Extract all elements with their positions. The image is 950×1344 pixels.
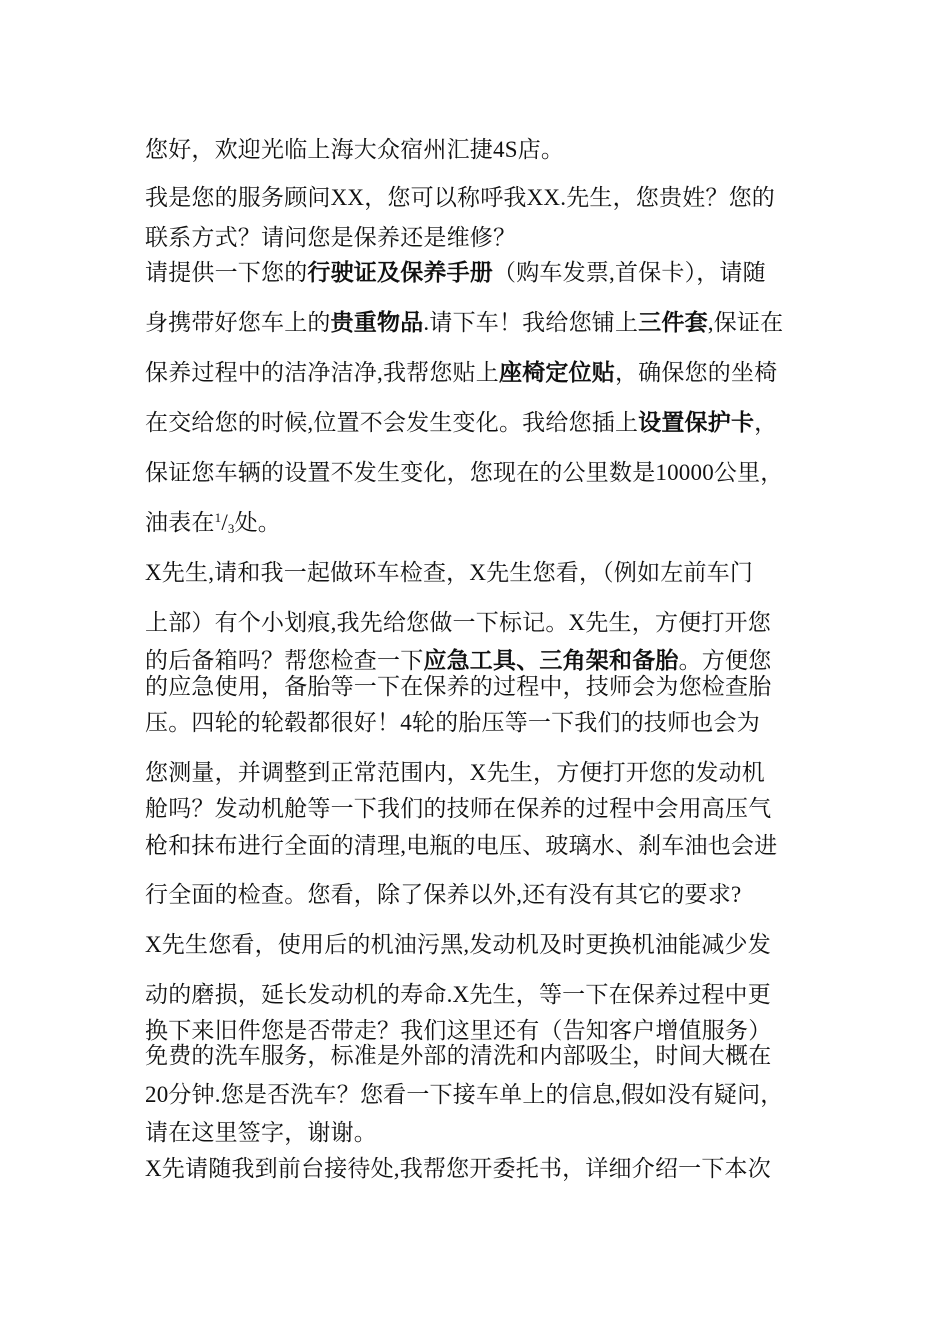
text-segment: 压。四轮的轮毂都很好！4轮的胎压等一下我们的技师也会为 [145, 710, 760, 735]
bold-text-segment: 设置保护卡 [638, 410, 755, 435]
text-segment: 油表在 [145, 510, 215, 535]
fraction-numerator: 1 [214, 510, 222, 525]
bold-text-segment: 座椅定位贴 [498, 360, 615, 385]
text-segment: 枪和抹布进行全面的清理,电瓶的电压、玻璃水、刹车油也会进 [145, 833, 778, 858]
text-line [145, 184, 775, 212]
text-segment: 处。 [234, 510, 282, 535]
text-segment: ,保证在 [707, 310, 784, 335]
text-line [145, 759, 765, 787]
text-segment: 联系方式？请问您是保养还是维修？ [145, 225, 517, 250]
text-line [145, 673, 771, 701]
text-segment: 免费的洗车服务，标准是外部的清洗和内部吸尘，时间大概在 [145, 1043, 772, 1068]
text-segment: 20分钟.您是否洗车？您看一下接车单上的信息,假如没有疑问， [145, 1082, 784, 1107]
text-segment: X先请随我到前台接待处,我帮您开委托书，详细介绍一下本次 [145, 1156, 771, 1181]
text-line [145, 832, 777, 860]
text-line [145, 1081, 784, 1109]
text-line [145, 709, 760, 737]
text-line [145, 259, 766, 287]
text-line [145, 981, 771, 1009]
text-segment: ，确保您的坐椅 [614, 360, 778, 385]
bold-text-segment: 应急工具、三角架和备胎 [423, 648, 679, 673]
text-segment: 您测量，并调整到正常范围内，X先生，方便打开您的发动机 [145, 760, 766, 785]
text-segment: 上部）有个小划痕,我先给您做一下标记。X先生，方便打开您 [145, 610, 771, 635]
text-segment: 保养过程中的洁净洁净,我帮您贴上 [145, 360, 499, 385]
text-line [145, 1155, 771, 1183]
text-line [145, 647, 771, 675]
text-segment: 换下来旧件您是否带走？我们这里还有（告知客户增值服务） [145, 1018, 772, 1043]
text-line [145, 359, 777, 387]
fraction-denominator: 3 [227, 521, 235, 536]
text-segment: 舱吗？发动机舱等一下我们的技师在保养的过程中会用高压气 [145, 796, 772, 821]
text-segment: （购车发票,首保卡），请随 [493, 260, 766, 285]
text-segment: 您好，欢迎光临上海大众宿州汇捷4S店。 [145, 137, 565, 162]
text-segment: .请下车！我给您铺上 [423, 310, 639, 335]
text-segment: 在交给您的时候,位置不会发生变化。我给您插上 [145, 410, 639, 435]
text-line [145, 559, 753, 587]
text-line [145, 136, 564, 164]
text-segment: X先生您看，使用后的机油污黑,发动机及时更换机油能减少发 [145, 932, 771, 957]
text-segment: ， [754, 410, 778, 435]
text-segment: 我是您的服务顾问XX，您可以称呼我XX.先生，您贵姓？您的 [145, 185, 775, 210]
text-line [145, 459, 784, 487]
text-segment: 。方便您 [678, 648, 772, 673]
text-segment: X先生,请和我一起做环车检查，X先生您看，（例如左前车门 [145, 560, 754, 585]
text-line [145, 881, 741, 909]
text-line [145, 931, 771, 959]
text-segment: 行全面的检查。您看，除了保养以外,还有没有其它的要求? [145, 882, 742, 907]
text-line [145, 224, 516, 252]
text-line [145, 309, 783, 337]
bold-text-segment: 贵重物品 [330, 310, 424, 335]
bold-text-segment: 行驶证及保养手册 [307, 260, 494, 285]
text-line [145, 1017, 771, 1045]
text-segment: 保证您车辆的设置不发生变化，您现在的公里数是10000公里， [145, 460, 784, 485]
text-segment: 请提供一下您的 [145, 260, 308, 285]
bold-text-segment: 三件套 [638, 310, 708, 335]
text-line [145, 409, 777, 437]
text-segment: 的后备箱吗？帮您检查一下 [145, 648, 424, 673]
text-line [145, 509, 281, 537]
text-line [145, 1119, 377, 1147]
text-line [145, 795, 771, 823]
text-segment: 的应急使用，备胎等一下在保养的过程中，技师会为您检查胎 [145, 674, 772, 699]
text-line [145, 1042, 771, 1070]
text-segment: 请在这里签字，谢谢。 [145, 1120, 377, 1145]
text-segment: 身携带好您车上的 [145, 310, 331, 335]
text-line [145, 609, 771, 637]
fraction-slash: / [221, 510, 228, 535]
text-segment: 动的磨损，延长发动机的寿命.X先生，等一下在保养过程中更 [145, 982, 771, 1007]
